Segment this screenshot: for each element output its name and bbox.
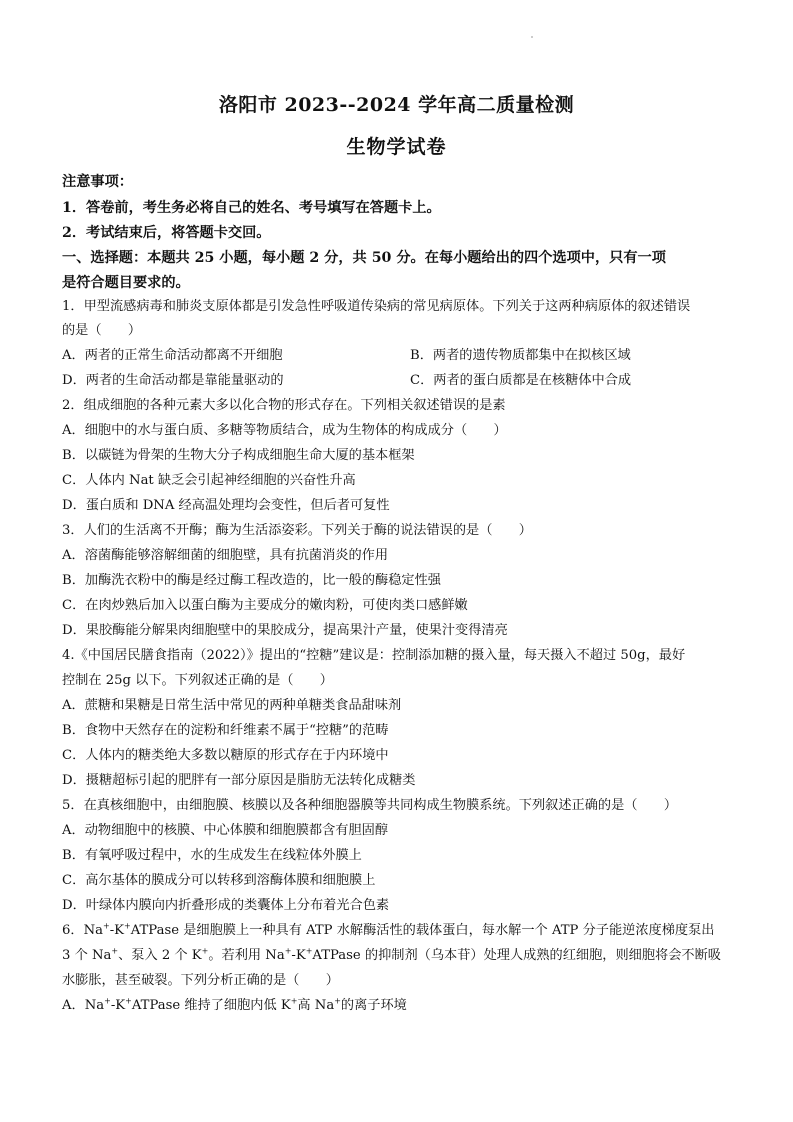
question-stem: 2．组成细胞的各种元素大多以化合物的形式存在。下列相关叙述错误的是素	[62, 398, 506, 413]
charge-plus: +	[305, 946, 313, 956]
option-text: 高 Na	[297, 998, 335, 1013]
question-stem: 5．在真核细胞中，由细胞膜、核膜以及各种细胞器膜等共同构成生物膜系统。下列叙述正确的是（ ）	[62, 798, 678, 813]
option-text: -K	[110, 998, 126, 1013]
option-d: D．果胶酶能分解果肉细胞壁中的果胶成分，提高果汁产量，使果汁变得清亮	[62, 623, 508, 638]
option-d: D．叶绿体内膜向内折叠形成的类囊体上分布着光合色素	[62, 898, 390, 913]
stem-text: 3 个 Na	[62, 948, 112, 963]
option-d: D．蛋白质和 DNA 经高温处理均会变性，但后者可复性	[62, 498, 390, 513]
option-d: D．摄糖超标引起的肥胖有一部分原因是脂肪无法转化成糖类	[62, 773, 416, 788]
notice-item: 1．答卷前，考生务必将自己的姓名、考号填写在答题卡上。	[62, 200, 441, 216]
question-number: 6．	[62, 923, 84, 938]
charge-plus: +	[124, 921, 131, 931]
exam-title: 洛阳市 2023--2024 学年高二质量检测	[218, 94, 575, 116]
option-c: C．人体内的糖类绝大多数以糖原的形式存在于内环境中	[62, 748, 389, 763]
option-b: B．食物中天然存在的淀粉和纤维素不属于“控糖”的范畴	[62, 723, 389, 738]
section-heading-cont: 是符合题目要求的。	[62, 275, 190, 291]
question-stem-cont: 水膨胀，甚至破裂。下列分析正确的是（ ）	[62, 973, 339, 988]
question-stem-cont: 的是（ ）	[62, 323, 142, 338]
option-a: A．溶菌酶能够溶解细菌的细胞壁，具有抗菌消炎的作用	[62, 548, 389, 563]
option-b: B．两者的遗传物质都集中在拟核区域	[410, 348, 631, 363]
option-a	[62, 996, 742, 1016]
question-stem	[62, 921, 742, 941]
question-stem: 1．甲型流感病毒和肺炎支原体都是引发急性呼吸道传染病的常见病原体。下列关于这两种病原体的叙述错误	[62, 299, 691, 314]
option-c: C．高尔基体的膜成分可以转移到溶酶体膜和细胞膜上	[62, 873, 376, 888]
option-text: 的离子环境	[340, 998, 407, 1013]
option-b: B．以碳链为骨架的生物大分子构成细胞生命大厦的基本框架	[62, 448, 415, 463]
option-text: A．Na	[62, 998, 105, 1013]
charge-plus: +	[102, 921, 110, 931]
option-text: ATPase 维持了细胞内低 K	[131, 998, 291, 1013]
charge-plus: +	[111, 946, 119, 956]
stem-text: -K	[291, 948, 306, 963]
option-d: D．两者的生命活动都是靠能量驱动的	[62, 373, 284, 388]
stem-text: -K	[109, 923, 124, 938]
charge-plus: +	[104, 996, 111, 1006]
option-a: A．细胞中的水与蛋白质、多糖等物质结合，成为生物体的构成成分（ ）	[62, 423, 507, 438]
notice-heading: 注意事项：	[62, 174, 133, 190]
option-c: C．两者的蛋白质都是在核糖体中合成	[410, 373, 632, 388]
question-stem-cont: 控制在 25g 以下。下列叙述正确的是（ ）	[62, 673, 333, 688]
ion-na: Na	[83, 923, 103, 938]
option-a: A．蔗糖和果糖是日常生活中常见的两种单糖类食品甜味剂	[62, 698, 402, 713]
stem-text: 、泵入 2 个 K	[118, 948, 202, 963]
stem-text: ATPase 是细胞膜上一种具有 ATP 水解酶活性的载体蛋白，每水解一个 ATP 分子能逆浓度梯度泵出	[130, 923, 715, 938]
option-b: B．加酶洗衣粉中的酶是经过酶工程改造的，比一般的酶稳定性强	[62, 573, 441, 588]
question-stem: 4.《中国居民膳食指南（2022）》提出的“控糖”建议是：控制添加糖的摄入量，每天摄入不超过 50g，最好	[62, 648, 686, 663]
charge-plus: +	[125, 996, 132, 1006]
option-row	[62, 346, 742, 366]
option-a: A．动物细胞中的核膜、中心体膜和细胞膜都含有胆固醇	[62, 823, 389, 838]
option-row	[62, 371, 742, 391]
option-c: C．在肉炒熟后加入以蛋白酶为主要成分的嫩肉粉，可使肉类口感鲜嫩	[62, 598, 468, 613]
charge-plus: +	[290, 996, 298, 1006]
stem-text: 。若利用 Na	[208, 948, 285, 963]
stem-text: ATPase 的抑制剂（乌本苷）处理人成熟的红细胞，则细胞将会不断吸	[312, 948, 721, 963]
option-c: C．人体内 Nat 缺乏会引起神经细胞的兴奋性升高	[62, 473, 356, 488]
charge-plus: +	[201, 946, 209, 956]
charge-plus: +	[284, 946, 292, 956]
question-stem: 3．人们的生活离不开酶；酶为生活添姿彩。下列关于酶的说法错误的是（ ）	[62, 523, 532, 538]
exam-subtitle: 生物学试卷	[346, 136, 447, 158]
scan-speck	[531, 36, 533, 38]
question-stem-cont	[62, 946, 742, 966]
charge-plus: +	[334, 996, 341, 1006]
option-a: A．两者的正常生命活动都离不开细胞	[62, 348, 283, 363]
section-heading: 一、选择题：本题共 25 小题，每小题 2 分，共 50 分。在每小题给出的四个选项中，只有一项	[62, 250, 666, 266]
option-b: B．有氧呼吸过程中，水的生成发生在线粒体外膜上	[62, 848, 362, 863]
notice-item: 2．考试结束后，将答题卡交回。	[62, 225, 271, 241]
